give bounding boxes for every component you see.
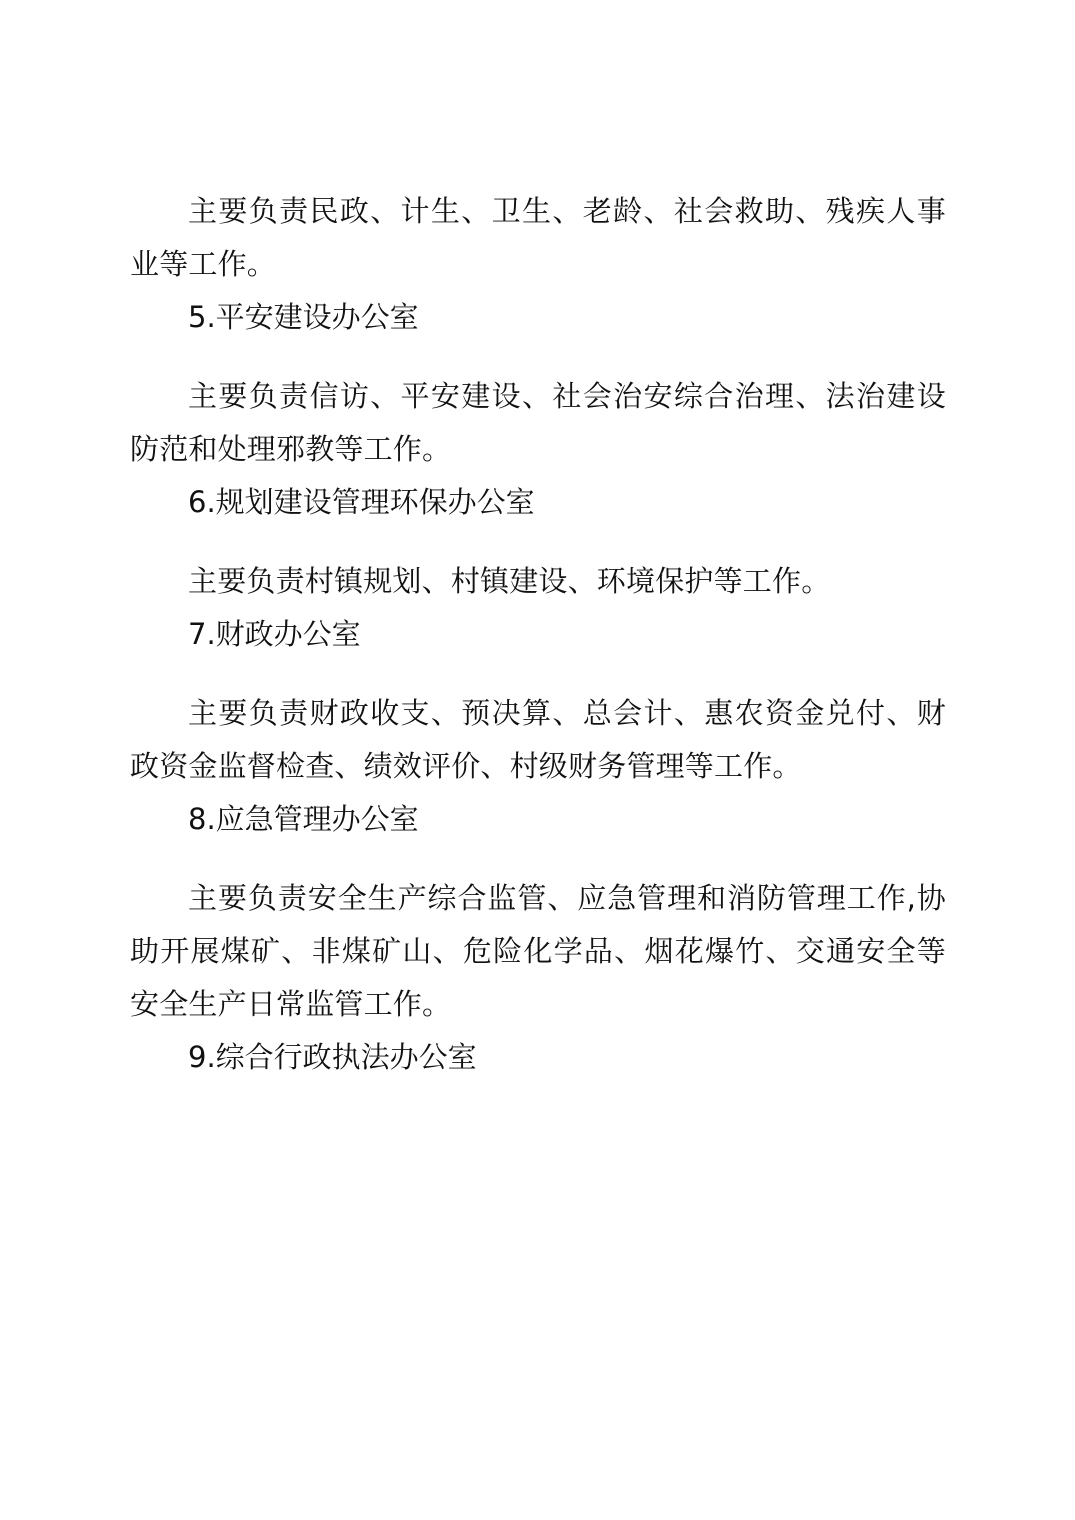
document-body [130, 185, 946, 1084]
body-paragraph-safety: 主要负责信访、平安建设、社会治安综合治理、法治建设防范和处理邪教等工作。 [130, 379, 946, 466]
section-heading-8: 8.应急管理办公室 [188, 802, 419, 836]
body-paragraph-finance: 主要负责财政收支、预决算、总会计、惠农资金兑付、财政资金监督检查、绩效评价、村级财务管理等工作。 [130, 696, 946, 783]
section-heading-9: 9.综合行政执法办公室 [188, 1040, 477, 1074]
section-heading-6: 6.规划建设管理环保办公室 [188, 485, 535, 519]
body-paragraph-emergency: 主要负责安全生产综合监管、应急管理和消防管理工作,协助开展煤矿、非煤矿山、危险化学品、烟花爆竹、交通安全等安全生产日常监管工作。 [130, 881, 946, 1021]
section-heading-7: 7.财政办公室 [188, 617, 361, 651]
body-paragraph-planning: 主要负责村镇规划、村镇建设、环境保护等工作。 [188, 564, 831, 598]
body-paragraph-civil-affairs: 主要负责民政、计生、卫生、老龄、社会救助、残疾人事业等工作。 [130, 194, 946, 281]
section-heading-5: 5.平安建设办公室 [188, 300, 419, 334]
